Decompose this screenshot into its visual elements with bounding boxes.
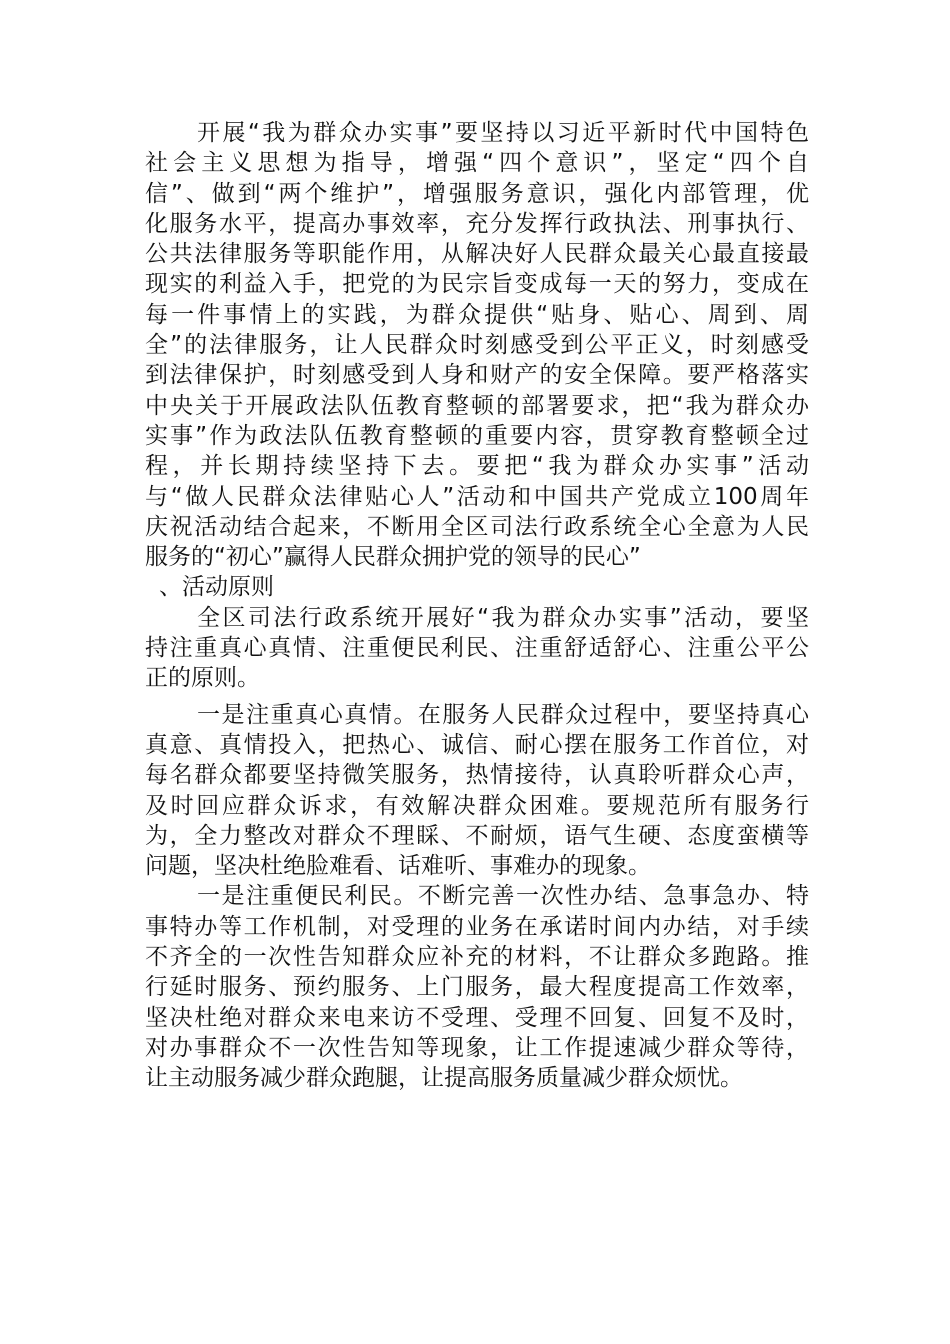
paragraph-principles <box>145 603 809 694</box>
text-line: 每一件事情上的实践，为群众提供“贴身、贴心、周到、周 <box>145 301 809 328</box>
text-line: 服务的“初心”赢得人民群众拥护党的领导的民心” <box>145 544 641 571</box>
text-line: 公共法律服务等职能作用，从解决好人民群众最关心最直接最 <box>145 241 809 268</box>
text-line: 不齐全的一次性告知群众应补充的材料，不让群众多跑路。推 <box>145 944 809 971</box>
text-line: 中央关于开展政法队伍教育整顿的部署要求，把“我为群众办 <box>145 392 809 419</box>
text-line: 每名群众都要坚持微笑服务，热情接待，认真聆听群众心声， <box>145 762 809 789</box>
text-line: 化服务水平，提高办事效率，充分发挥行政执法、刑事执行、 <box>145 210 809 237</box>
text-line: 一是注重真心真情。在服务人民群众过程中，要坚持真心 <box>197 701 809 728</box>
text-line: 持注重真心真情、注重便民利民、注重舒适舒心、注重公平公 <box>145 635 809 662</box>
text-line: 信”、做到“两个维护”，增强服务意识，强化内部管理，优 <box>145 180 809 207</box>
section-heading <box>145 572 809 602</box>
text-line: 问题，坚决杜绝脸难看、话难听、事难办的现象。 <box>145 853 651 880</box>
text-line: 为，全力整改对群众不理睬、不耐烦，语气生硬、态度蛮横等 <box>145 822 809 849</box>
paragraph-intro <box>145 118 809 572</box>
text-line: 实事”作为政法队伍教育整顿的重要内容，贯穿教育整顿全过 <box>145 422 809 449</box>
text-line: 庆祝活动结合起来，不断用全区司法行政系统全心全意为人民 <box>145 513 809 540</box>
text-line: 到法律保护，时刻感受到人身和财产的安全保障。要严格落实 <box>145 362 809 389</box>
text-line: 全区司法行政系统开展好“我为群众办实事”活动，要坚 <box>197 604 809 631</box>
text-line: 行延时服务、预约服务、上门服务，最大程度提高工作效率， <box>145 974 809 1001</box>
text-line: 事特办等工作机制，对受理的业务在承诺时间内办结，对手续 <box>145 913 809 940</box>
paragraph-convenience <box>145 881 809 1093</box>
text-line: 与“做人民群众法律贴心人”活动和中国共产党成立100周年 <box>145 483 809 510</box>
section-heading-text: 、活动原则 <box>159 574 274 601</box>
text-line: 开展“我为群众办实事”要坚持以习近平新时代中国特色 <box>197 120 809 146</box>
text-line: 真意、真情投入，把热心、诚信、耐心摆在服务工作首位，对 <box>145 731 809 758</box>
paragraph-sincerity <box>145 700 809 882</box>
text-line: 让主动服务减少群众跑腿，让提高服务质量减少群众烦忧。 <box>145 1065 743 1092</box>
text-line: 正的原则。 <box>145 665 260 692</box>
text-line: 及时回应群众诉求，有效解决群众困难。要规范所有服务行 <box>145 792 809 819</box>
text-line: 现实的利益入手，把党的为民宗旨变成每一天的努力，变成在 <box>145 271 809 298</box>
text-line: 程，并长期持续坚持下去。要把“我为群众办实事”活动 <box>145 453 809 480</box>
text-line: 坚决杜绝对群众来电来访不受理、受理不回复、回复不及时， <box>145 1004 809 1031</box>
text-line: 一是注重便民利民。不断完善一次性办结、急事急办、特 <box>197 883 809 910</box>
text-line: 社会主义思想为指导，增强“四个意识”，坚定“四个自 <box>145 150 809 177</box>
document-page <box>145 118 809 1094</box>
text-line: 全”的法律服务，让人民群众时刻感受到公平正义，时刻感受 <box>145 332 809 359</box>
text-line: 对办事群众不一次性告知等现象，让工作提速减少群众等待， <box>145 1034 809 1061</box>
